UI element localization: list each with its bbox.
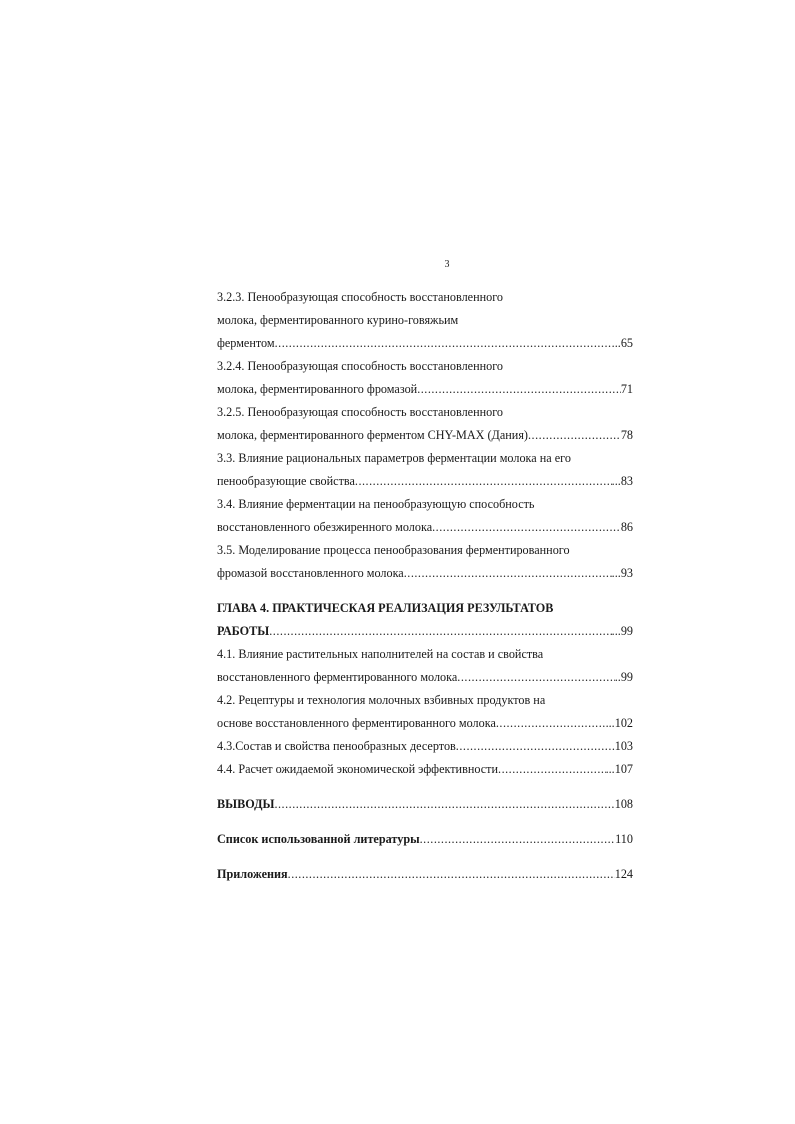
chapter-heading: ГЛАВА 4. ПРАКТИЧЕСКАЯ РЕАЛИЗАЦИЯ РЕЗУЛЬТАТОВ bbox=[217, 601, 554, 615]
toc-page-number: 108 bbox=[614, 797, 633, 811]
dot-leader bbox=[456, 735, 615, 758]
page-number: 3 bbox=[444, 259, 450, 270]
toc-entry-4-2[interactable] bbox=[217, 689, 633, 735]
toc-page-number: ...107 bbox=[605, 762, 633, 776]
toc-entry-text: основе восстановленного ферментированного молока bbox=[217, 716, 496, 730]
toc-entry-line: 3.3. Влияние рациональных параметров ферментации молока на его bbox=[217, 451, 571, 465]
toc-entry-3-2-3[interactable] bbox=[217, 286, 633, 355]
toc-entry-last-line bbox=[217, 424, 633, 447]
toc-page-number: 86 bbox=[620, 520, 633, 534]
toc-entry-last-line bbox=[217, 712, 633, 735]
toc-entry-text: Список использованной литературы bbox=[217, 832, 420, 846]
toc-page-number: ...102 bbox=[605, 716, 633, 730]
dot-leader bbox=[274, 793, 614, 816]
toc-page-number: 103 bbox=[614, 739, 633, 753]
toc-page-number: ..99 bbox=[614, 670, 633, 684]
toc-entry-last-line bbox=[217, 793, 633, 816]
toc-entry-3-3[interactable] bbox=[217, 447, 633, 493]
toc-entry-line: 4.2. Рецептуры и технология молочных взбивных продуктов на bbox=[217, 693, 546, 707]
toc-literature[interactable] bbox=[217, 828, 633, 851]
toc-entry-last-line bbox=[217, 332, 633, 355]
dot-leader bbox=[404, 562, 612, 585]
toc-entry-line: 3.4. Влияние ферментации на пенообразующую способность bbox=[217, 497, 535, 511]
toc-entry-text: 4.3.Состав и свойства пенообразных десертов bbox=[217, 739, 456, 753]
toc-entry-3-5[interactable] bbox=[217, 539, 633, 585]
toc-entry-last-line bbox=[217, 758, 633, 781]
toc-entry-last-line bbox=[217, 516, 633, 539]
dot-leader bbox=[498, 758, 606, 781]
toc-entry-text: восстановленного ферментированного молока bbox=[217, 670, 458, 684]
toc-entry-last-line bbox=[217, 620, 633, 643]
toc-entry-line: 3.2.4. Пенообразующая способность восстановленного bbox=[217, 359, 503, 373]
dot-leader bbox=[457, 666, 614, 689]
toc-entry-text: молока, ферментированного ферментом CHY-MAX (Дания) bbox=[217, 428, 528, 442]
toc-entry-text: фромазой восстановленного молока bbox=[217, 566, 404, 580]
dot-leader bbox=[288, 863, 615, 886]
toc-entry-4-3[interactable] bbox=[217, 735, 633, 758]
toc-page-number: 78 bbox=[620, 428, 633, 442]
dot-leader bbox=[420, 828, 616, 851]
toc-entry-3-2-4[interactable] bbox=[217, 355, 633, 401]
dot-leader bbox=[496, 712, 606, 735]
toc-entry-text: пенообразующие свойства bbox=[217, 474, 355, 488]
toc-entry-text: РАБОТЫ bbox=[217, 624, 270, 638]
dot-leader bbox=[417, 378, 621, 401]
toc-entry-last-line bbox=[217, 735, 633, 758]
toc-page-number: 71 bbox=[620, 382, 633, 396]
toc-entry-line: 3.5. Моделирование процесса пенообразования ферментированного bbox=[217, 543, 570, 557]
toc-entry-4-1[interactable] bbox=[217, 643, 633, 689]
toc-entry-3-4[interactable] bbox=[217, 493, 633, 539]
toc-entry-line: 3.2.5. Пенообразующая способность восстановленного bbox=[217, 405, 503, 419]
toc-entry-line: 3.2.3. Пенообразующая способность восстановленного bbox=[217, 290, 503, 304]
toc-page-number: ...83 bbox=[611, 474, 633, 488]
toc-entry-last-line bbox=[217, 666, 633, 689]
dot-leader bbox=[432, 516, 621, 539]
toc-entry-text: молока, ферментированного фромазой bbox=[217, 382, 418, 396]
toc-entry-last-line bbox=[217, 562, 633, 585]
toc-entry-text: ферментом bbox=[217, 336, 275, 350]
toc-entry-line: 4.1. Влияние растительных наполнителей на состав и свойства bbox=[217, 647, 544, 661]
toc-page-number: 110 bbox=[615, 832, 633, 846]
toc-appendix[interactable] bbox=[217, 863, 633, 886]
dot-leader bbox=[355, 470, 612, 493]
dot-leader bbox=[528, 424, 621, 447]
toc-conclusions[interactable] bbox=[217, 793, 633, 816]
toc-page-number: ...93 bbox=[611, 566, 633, 580]
toc-entry-last-line bbox=[217, 863, 633, 886]
toc-page-number: 124 bbox=[614, 867, 633, 881]
toc-entry-4-4[interactable] bbox=[217, 758, 633, 781]
toc-entry-text: Приложения bbox=[217, 867, 288, 881]
toc-entry-text: 4.4. Расчет ожидаемой экономической эффективности bbox=[217, 762, 499, 776]
table-of-contents bbox=[217, 286, 633, 886]
toc-entry-text: ВЫВОДЫ bbox=[217, 797, 275, 811]
toc-entry-last-line bbox=[217, 378, 633, 401]
toc-entry-last-line bbox=[217, 470, 633, 493]
dot-leader bbox=[269, 620, 611, 643]
toc-page-number: ..65 bbox=[614, 336, 633, 350]
toc-chapter-4[interactable] bbox=[217, 597, 633, 643]
dot-leader bbox=[275, 332, 615, 355]
toc-entry-last-line bbox=[217, 828, 633, 851]
toc-entry-3-2-5[interactable] bbox=[217, 401, 633, 447]
toc-page-number: ...99 bbox=[611, 624, 633, 638]
toc-entry-text: восстановленного обезжиренного молока bbox=[217, 520, 433, 534]
toc-entry-line: молока, ферментированного курино-говяжьим bbox=[217, 313, 459, 327]
